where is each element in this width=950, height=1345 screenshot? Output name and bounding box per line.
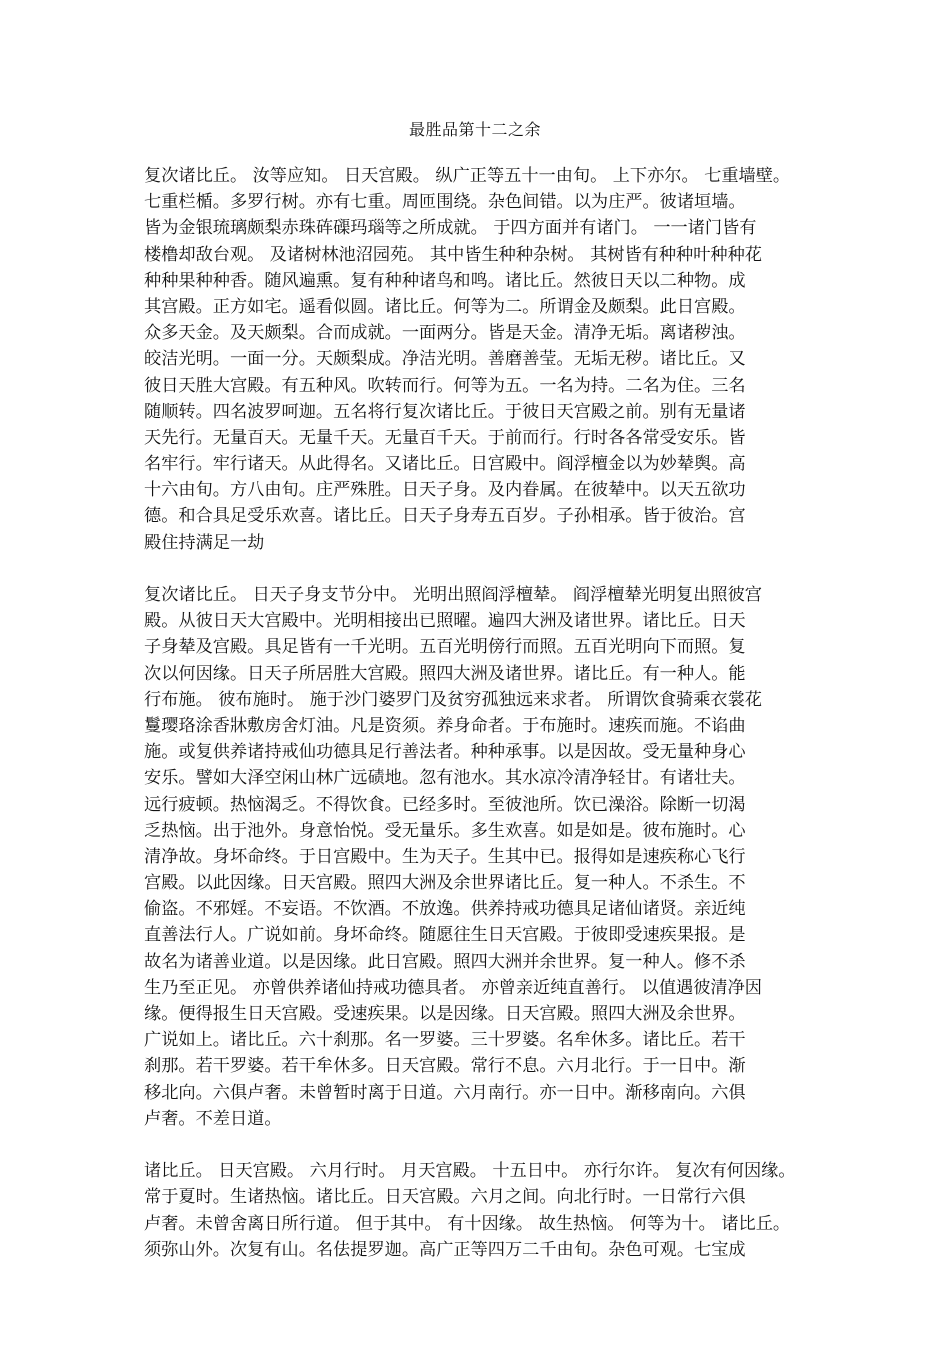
- text-line: 随顺转。四名波罗呵迦。五名将行复次诸比丘。于彼日天宫殿之前。别有无量诸: [144, 401, 746, 422]
- text-line: 偷盗。不邪婬。不妄语。不饮酒。不放逸。供养持戒功德具足诸仙诸贤。亲近纯: [144, 899, 746, 920]
- text-line: 七重栏楯。多罗行树。亦有七重。周匝围绕。杂色间错。以为庄严。彼诸垣墙。: [144, 192, 746, 213]
- text-line: 次以何因缘。日天子所居胜大宫殿。照四大洲及诸世界。诸比丘。有一种人。能: [144, 663, 746, 684]
- text-line: 移北向。六俱卢奢。未曾暂时离于日道。六月南行。亦一日中。渐移南向。六俱: [144, 1082, 746, 1103]
- text-line: 缘。便得报生日天宫殿。受速疾果。以是因缘。日天宫殿。照四大洲及余世界。: [144, 1004, 746, 1024]
- text-line: 殿。从彼日天大宫殿中。光明相接出已照曜。遍四大洲及诸世界。诸比丘。日天: [144, 611, 746, 632]
- text-line: 其宫殿。正方如宅。遥看似圆。诸比丘。何等为二。所谓金及颇梨。此日宫殿。: [144, 296, 746, 317]
- text-line: 卢奢。不差日道。: [144, 1108, 282, 1129]
- text-line: 施。或复供养诸持戒仙功德具足行善法者。种种承事。以是因故。受无量种身心: [144, 742, 746, 763]
- text-line: 德。和合具足受乐欢喜。诸比丘。日天子身寿五百岁。子孙相承。皆于彼治。宫: [144, 506, 746, 527]
- text-line: 卢奢。未曾舍离日所行道。 但于其中。 有十因缘。 故生热恼。 何等为十。 诸比丘。: [144, 1213, 791, 1234]
- text-line: 皎洁光明。一面一分。天颇梨成。净洁光明。善磨善莹。无垢无秽。诸比丘。又: [144, 349, 746, 370]
- paragraph-spacer: [144, 556, 814, 582]
- text-line: 宫殿。以此因缘。日天宫殿。照四大洲及余世界诸比丘。复一种人。不杀生。不: [144, 873, 746, 894]
- text-line: 天先行。无量百天。无量千天。无量百千天。于前而行。行时各各常受安乐。皆: [144, 427, 746, 448]
- text-line: 诸比丘。 日天宫殿。 六月行时。 月天宫殿。 十五日中。 亦行尔许。 复次有何因缘。: [144, 1161, 796, 1182]
- text-line: 乏热恼。出于池外。身意怡悦。受无量乐。多生欢喜。如是如是。彼布施时。心: [144, 820, 746, 841]
- text-line: 安乐。譬如大泽空闲山林广远碛地。忽有池水。其水凉冷清净轻甘。有诸壮夫。: [144, 768, 746, 789]
- text-line: 楼橹却敌台观。 及诸树林池沼园苑。 其中皆生种种杂树。 其树皆有种种叶种种花: [144, 244, 762, 265]
- text-line: 鬘璎珞涂香牀敷房舍灯油。凡是资须。养身命者。于布施时。速疾而施。不谄曲: [144, 715, 746, 736]
- text-line: 广说如上。诸比丘。六十刹那。名一罗婆。三十罗婆。名牟休多。诸比丘。若干: [144, 1030, 746, 1051]
- text-line: 生乃至正见。 亦曾供养诸仙持戒功德具者。 亦曾亲近纯直善行。 以值遇彼清净因: [144, 977, 762, 998]
- text-line: 名牢行。牢行诸天。从此得名。又诸比丘。日宫殿中。阎浮檀金以为妙辇舆。高: [144, 454, 746, 475]
- text-line: 种种果种种香。随风遍熏。复有种种诸鸟和鸣。诸比丘。然彼日天以二种物。成: [144, 270, 746, 291]
- text-line: 清净故。身坏命终。于日宫殿中。生为天子。生其中已。报得如是速疾称心飞行: [144, 846, 746, 867]
- text-line: 众多天金。及天颇梨。合而成就。一面两分。皆是天金。清净无垢。离诸秽浊。: [144, 323, 746, 344]
- paragraph: [144, 163, 814, 556]
- text-line: 子身辇及宫殿。具足皆有一千光明。五百光明傍行而照。五百光明向下而照。复: [144, 637, 746, 658]
- text-line: 直善法行人。广说如前。身坏命终。随愿往生日天宫殿。于彼即受速疾果报。是: [144, 925, 746, 946]
- text-line: 殿住持满足一劫: [144, 532, 265, 553]
- text-line: 彼日天胜大宫殿。有五种风。吹转而行。何等为五。一名为持。二名为住。三名: [144, 375, 746, 396]
- paragraph-spacer: [144, 1132, 814, 1158]
- page-title: 最胜品第十二之余: [408, 120, 541, 139]
- text-line: 皆为金银琉璃颇梨赤珠砗磲玛瑙等之所成就。 于四方面并有诸门。 一一诸门皆有: [144, 218, 757, 239]
- text-line: 故名为诸善业道。以是因缘。此日宫殿。照四大洲并余世界。复一种人。修不杀: [144, 951, 746, 972]
- paragraph: [144, 1158, 814, 1263]
- paragraph: [144, 582, 814, 1132]
- document-body: [144, 163, 814, 1263]
- text-line: 十六由旬。方八由旬。庄严殊胜。日天子身。及内眷属。在彼辇中。以天五欲功: [144, 480, 746, 501]
- text-line: 复次诸比丘。 汝等应知。 日天宫殿。 纵广正等五十一由旬。 上下亦尔。 七重墙壁。: [144, 166, 791, 186]
- text-line: 须弥山外。次复有山。名佉提罗迦。高广正等四万二千由旬。杂色可观。七宝成: [144, 1239, 746, 1260]
- text-line: 复次诸比丘。 日天子身支节分中。 光明出照阎浮檀辇。 阎浮檀辇光明复出照彼宫: [144, 585, 762, 605]
- text-line: 行布施。 彼布施时。 施于沙门婆罗门及贫穷孤独远来求者。 所谓饮食骑乘衣裳花: [144, 689, 762, 710]
- text-line: 刹那。若干罗婆。若干牟休多。日天宫殿。常行不息。六月北行。于一日中。渐: [144, 1056, 746, 1077]
- text-line: 远行疲顿。热恼渴乏。不得饮食。已经多时。至彼池所。饮已澡浴。除断一切渴: [144, 794, 746, 815]
- text-line: 常于夏时。生诸热恼。诸比丘。日天宫殿。六月之间。向北行时。一日常行六俱: [144, 1187, 746, 1208]
